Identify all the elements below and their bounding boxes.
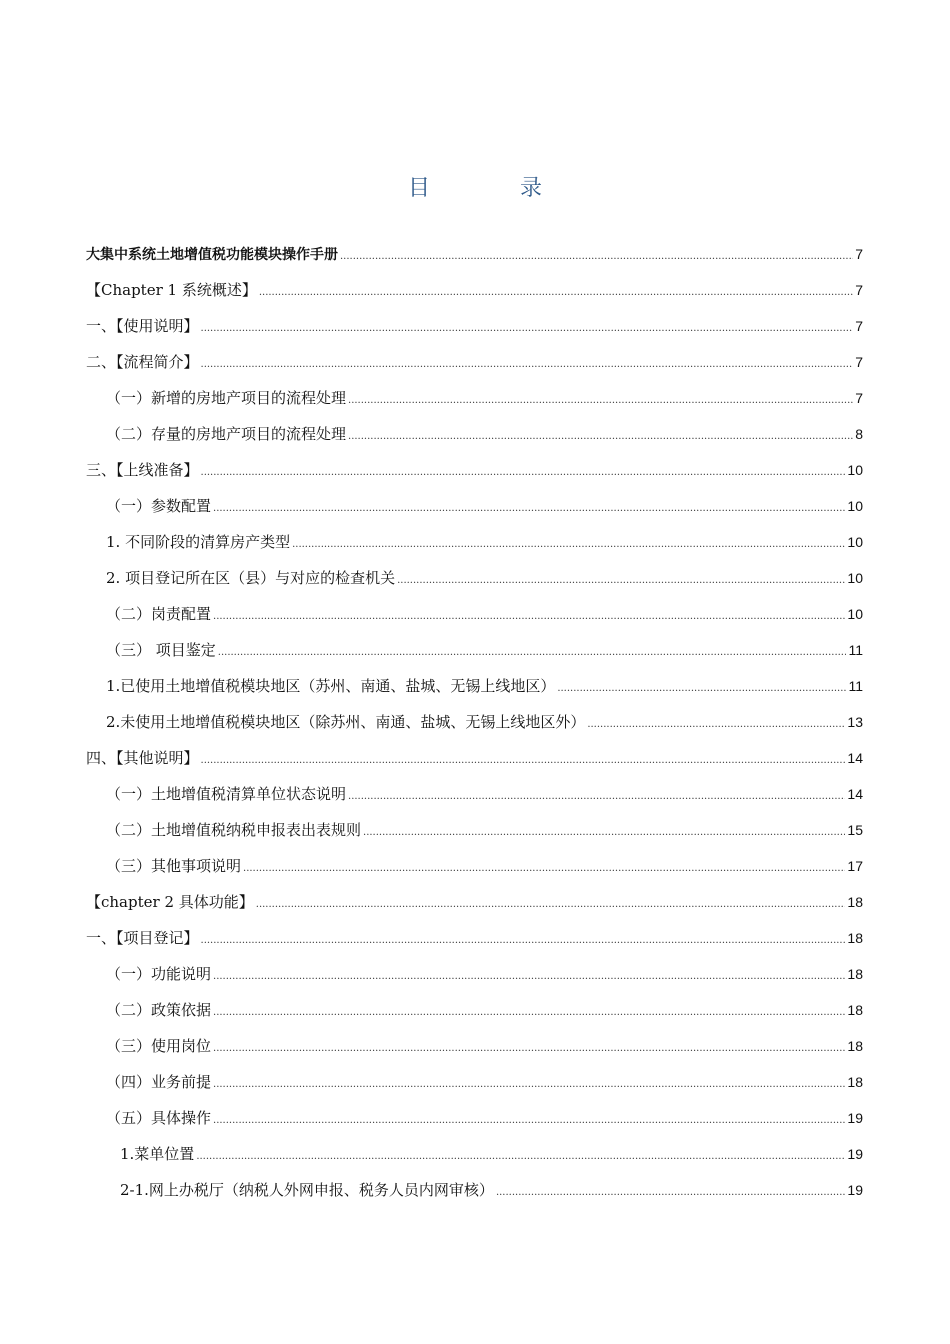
toc-entry-title: （二）存量的房地产项目的流程处理 — [106, 425, 347, 443]
toc-entry[interactable] — [86, 668, 863, 704]
toc-entry[interactable] — [86, 848, 863, 884]
toc-page-number: 10 — [847, 534, 863, 550]
toc-entry[interactable] — [86, 1064, 863, 1100]
toc-dot-leader — [218, 635, 847, 671]
toc-entry[interactable] — [86, 812, 863, 848]
toc-entry-title: 二、【流程简介】 — [86, 353, 199, 371]
toc-dot-leader — [496, 1175, 845, 1211]
toc-entry-title: 1. 不同阶段的清算房产类型 — [106, 533, 291, 551]
toc-dot-leader — [348, 383, 853, 419]
toc-dot-leader — [348, 419, 853, 455]
toc-entry[interactable] — [86, 704, 863, 740]
toc-page-number: 19 — [847, 1110, 863, 1126]
toc-entry-title: （三）使用岗位 — [106, 1037, 212, 1055]
toc-dot-leader — [256, 887, 846, 923]
toc-page-number: 7 — [855, 390, 863, 406]
toc-dot-leader — [201, 743, 846, 779]
page-title: 目 录 — [407, 176, 576, 201]
toc-dot-leader — [201, 347, 854, 383]
toc-entry-title: （二）岗责配置 — [106, 605, 212, 623]
toc-entry-title: （四）业务前提 — [106, 1073, 212, 1091]
toc-entry-title: 2. 项目登记所在区（县）与对应的检查机关 — [106, 569, 396, 587]
toc-dot-leader — [557, 671, 846, 707]
toc-dot-leader — [397, 563, 845, 599]
toc-page-number: 15 — [847, 822, 863, 838]
toc-entry[interactable] — [86, 596, 863, 632]
toc-page-number: 7 — [855, 354, 863, 370]
toc-dot-leader — [213, 959, 845, 995]
toc-dot-leader — [201, 455, 846, 491]
toc-dot-leader — [201, 311, 854, 347]
toc-page-number: 19 — [847, 1182, 863, 1198]
toc-page-number: 11 — [848, 642, 863, 658]
toc-entry-title: 三、【上线准备】 — [86, 461, 199, 479]
toc-page-number: 18 — [847, 1074, 863, 1090]
toc-page-number: 10 — [847, 462, 863, 478]
toc-page-number: 17 — [847, 858, 863, 874]
toc-entry-title: （一）新增的房地产项目的流程处理 — [106, 389, 347, 407]
toc-dot-leader — [243, 851, 845, 887]
toc-entry[interactable] — [86, 272, 863, 308]
toc-entry-title: 大集中系统土地增值税功能模块操作手册 — [86, 247, 338, 263]
toc-dot-leader — [196, 1139, 845, 1175]
toc-page-number: 13 — [847, 714, 863, 730]
toc-entry[interactable] — [86, 740, 863, 776]
toc-dot-leader — [340, 239, 853, 275]
toc-entry-title: 一、【项目登记】 — [86, 929, 199, 947]
toc-dot-leader — [348, 779, 845, 815]
toc-entry-title: （二）土地增值税纳税申报表出表规则 — [106, 821, 362, 839]
toc-page-number: 10 — [847, 498, 863, 514]
toc-entry[interactable] — [86, 1100, 863, 1136]
toc-page-number: 7 — [855, 282, 863, 298]
toc-page-number: 14 — [847, 786, 863, 802]
toc-page-number: 18 — [847, 966, 863, 982]
toc-page-number: 18 — [847, 894, 863, 910]
toc-entry-title: 【Chapter 1 系统概述】 — [86, 281, 257, 299]
toc-page-number: 18 — [847, 930, 863, 946]
toc-entry[interactable] — [86, 1172, 863, 1208]
toc-entry[interactable] — [86, 884, 863, 920]
toc-page-number: 7 — [855, 246, 863, 262]
toc-entry[interactable] — [86, 524, 863, 560]
toc-entry-title: 2-1.网上办税厅（纳税人外网申报、税务人员内网审核） — [120, 1181, 494, 1199]
toc-entry-title: 四、【其他说明】 — [86, 749, 199, 767]
toc-entry[interactable] — [86, 416, 863, 452]
toc-entry[interactable] — [86, 1028, 863, 1064]
toc-dot-leader — [213, 599, 845, 635]
toc-page-number: 11 — [848, 678, 863, 694]
toc-dot-leader — [259, 275, 853, 311]
toc-entry[interactable] — [86, 632, 863, 668]
toc-page-number: 10 — [847, 606, 863, 622]
toc-entry-title: （三） 项目鉴定 — [106, 641, 216, 659]
toc-entry[interactable] — [86, 956, 863, 992]
toc-entry-title: （五）具体操作 — [106, 1109, 212, 1127]
toc-entry[interactable] — [86, 236, 863, 272]
toc-page-number: 10 — [847, 570, 863, 586]
toc-dot-leader — [213, 1067, 845, 1103]
toc-entry-title: （三）其他事项说明 — [106, 857, 242, 875]
toc-entry[interactable] — [86, 776, 863, 812]
toc-entry[interactable] — [86, 308, 863, 344]
toc-dot-leader — [201, 923, 846, 959]
toc-entry-title: （一）功能说明 — [106, 965, 212, 983]
table-of-contents — [86, 236, 863, 1208]
toc-entry[interactable] — [86, 992, 863, 1028]
toc-entry[interactable] — [86, 488, 863, 524]
toc-entry-title: 一、【使用说明】 — [86, 317, 199, 335]
toc-page-number: 7 — [855, 318, 863, 334]
toc-dot-leader — [587, 707, 845, 743]
toc-page-number: 19 — [847, 1146, 863, 1162]
toc-entry-title: 2.未使用土地增值税模块地区（除苏州、南通、盐城、无锡上线地区外） — [106, 713, 586, 731]
toc-entry-title: 【chapter 2 具体功能】 — [86, 893, 254, 911]
toc-dot-leader — [363, 815, 845, 851]
toc-page-number: 14 — [847, 750, 863, 766]
toc-entry-title: （二）政策依据 — [106, 1001, 212, 1019]
toc-page-number: 8 — [855, 426, 863, 442]
toc-entry-title: （一）参数配置 — [106, 497, 212, 515]
toc-dot-leader — [213, 491, 845, 527]
toc-entry[interactable] — [86, 344, 863, 380]
toc-entry-title: （一）土地增值税清算单位状态说明 — [106, 785, 347, 803]
toc-entry-title: 1.菜单位置 — [120, 1145, 195, 1163]
toc-entry[interactable] — [86, 380, 863, 416]
toc-entry[interactable] — [86, 920, 863, 956]
toc-dot-leader — [213, 1103, 845, 1139]
toc-entry[interactable] — [86, 1136, 863, 1172]
toc-dot-leader — [213, 995, 845, 1031]
toc-page-number: 18 — [847, 1038, 863, 1054]
toc-entry-title: 1.已使用土地增值税模块地区（苏州、南通、盐城、无锡上线地区） — [106, 677, 556, 695]
toc-entry[interactable] — [86, 452, 863, 488]
toc-page-number: 18 — [847, 1002, 863, 1018]
toc-dot-leader — [213, 1031, 845, 1067]
toc-entry[interactable] — [86, 560, 863, 596]
toc-dot-leader — [292, 527, 845, 563]
